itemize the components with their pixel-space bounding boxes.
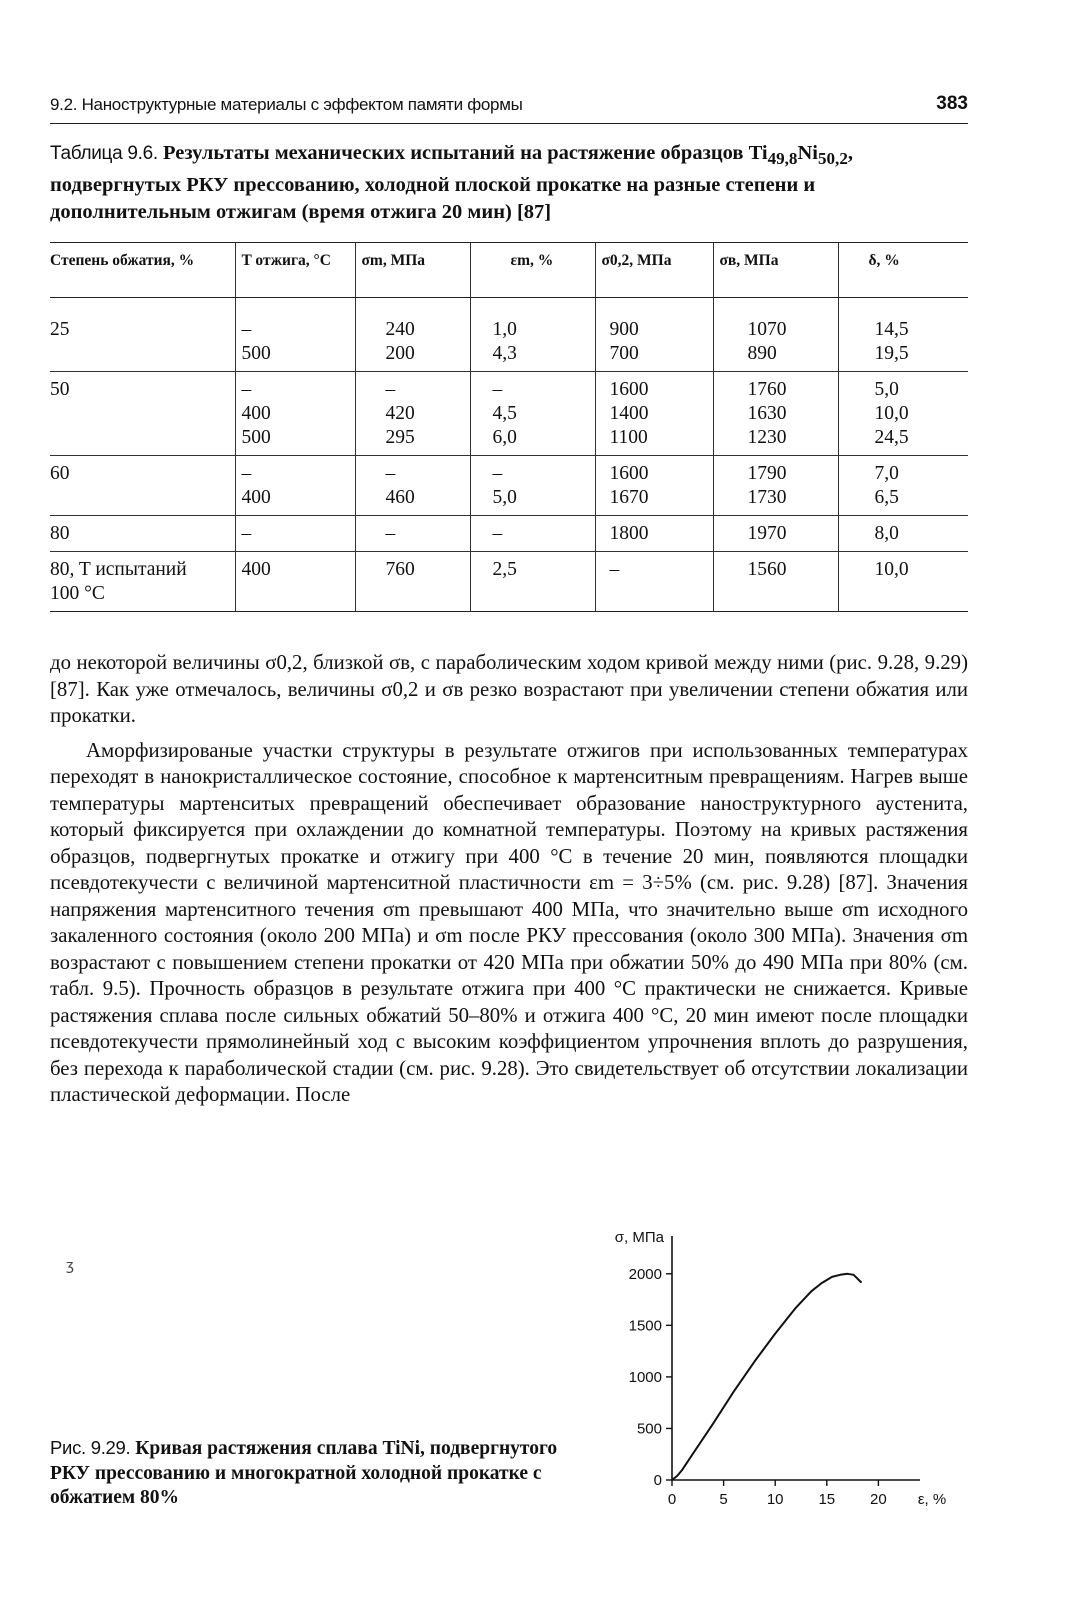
table-cell (713, 456, 838, 516)
cell-line: 200 (385, 343, 415, 364)
x-tick-label: 0 (667, 1491, 677, 1508)
cell-line: 100 °С (50, 583, 105, 604)
figure-caption (50, 1436, 595, 1511)
title-text: , подвергнутых РКУ прессованию, холодной плоской прокатке на разные степени и дополнительным отжигам (время отжига 20 мин) [87] (50, 142, 853, 224)
table-cell (235, 298, 355, 372)
cell-line: 760 (385, 559, 415, 580)
subscript: 50,2 (817, 149, 848, 169)
cell-line: 10,0 (874, 403, 909, 424)
cell-line: 500 (241, 427, 271, 448)
cell-line: – (492, 463, 503, 484)
stress-strain-chart (560, 1228, 980, 1528)
column-header: σm, МПа (355, 243, 470, 298)
table-cell (595, 372, 713, 456)
column-header: σв, МПа (713, 243, 838, 298)
cell-line: 80 (50, 523, 70, 544)
table-cell (838, 516, 968, 552)
cell-line: 1,0 (492, 319, 517, 340)
cell-line: 19,5 (874, 343, 909, 364)
table-cell (470, 298, 595, 372)
cell-line: 1070 (747, 319, 787, 340)
cell-line: 5,0 (874, 379, 899, 400)
section-title: 9.2. Наноструктурные материалы с эффектом памяти формы (50, 95, 523, 114)
cell-line: 1970 (747, 523, 787, 544)
cell-line: 400 (241, 487, 271, 508)
cell-line: 10,0 (874, 559, 909, 580)
cell-line: – (492, 379, 503, 400)
table-cell (470, 516, 595, 552)
x-axis-label: ε, % (917, 1491, 947, 1508)
table-cell (235, 372, 355, 456)
running-head (50, 93, 968, 124)
column-header: εm, % (470, 243, 595, 298)
table-cell (355, 516, 470, 552)
table-cell (838, 372, 968, 456)
cell-line: 5,0 (492, 487, 517, 508)
column-header: Степень обжатия, % (50, 243, 235, 298)
table-cell (355, 552, 470, 612)
cell-line: 4,3 (492, 343, 517, 364)
table-cell (470, 372, 595, 456)
cell-line: 700 (609, 343, 639, 364)
table-cell (355, 372, 470, 456)
table-cell (470, 456, 595, 516)
cell-line: 1630 (747, 403, 787, 424)
cell-line: 2,5 (492, 559, 517, 580)
cell-line: 420 (385, 403, 415, 424)
cell-line: – (241, 319, 252, 340)
y-tick-label: 2000 (628, 1265, 662, 1283)
table-caption (50, 140, 970, 226)
cell-line: 1730 (747, 487, 787, 508)
page-number: 383 (936, 93, 968, 114)
table-cell (713, 298, 838, 372)
table-body (50, 298, 968, 612)
x-tick-label: 15 (818, 1491, 836, 1508)
cell-line: 6,0 (492, 427, 517, 448)
y-tick-label: 1000 (628, 1368, 662, 1386)
table-header-row (50, 243, 968, 298)
cell-line: 400 (241, 559, 271, 580)
y-tick-label: 1500 (628, 1317, 662, 1335)
figure-caption-label: Рис. 9.29. (50, 1437, 131, 1458)
table-cell (595, 298, 713, 372)
results-table (50, 242, 968, 612)
cell-line: 50 (50, 379, 70, 400)
table-cell (235, 516, 355, 552)
table-row (50, 298, 968, 372)
table-caption-label: Таблица 9.6. (50, 143, 158, 164)
cell-line: 4,5 (492, 403, 517, 424)
column-header: σ0,2, МПа (595, 243, 713, 298)
cell-line: 1670 (609, 487, 649, 508)
table-cell (713, 552, 838, 612)
x-tick-label: 20 (870, 1491, 887, 1508)
cell-line: – (241, 379, 252, 400)
title-text: Ni (797, 142, 818, 164)
cell-line: 1790 (747, 463, 787, 484)
cell-line: – (241, 463, 252, 484)
cell-line: – (385, 463, 396, 484)
cell-line: 24,5 (874, 427, 909, 448)
x-tick-label: 5 (719, 1491, 728, 1508)
cell-line: 900 (609, 319, 639, 340)
cell-line: 400 (241, 403, 271, 424)
cell-line: 500 (241, 343, 271, 364)
cell-line: 6,5 (874, 487, 899, 508)
cell-line: 1600 (609, 379, 649, 400)
y-tick-label: 500 (636, 1420, 662, 1438)
table-cell (50, 298, 235, 372)
cell-line: 1400 (609, 403, 649, 424)
figure-caption-title: Кривая растяжения сплава TiNi, подвергнутого РКУ прессованию и многократной холодной прокатке с обжатием 80% (50, 1438, 558, 1508)
table-cell (838, 456, 968, 516)
table-cell (235, 552, 355, 612)
cell-line: 240 (385, 319, 415, 340)
cell-line: – (492, 523, 503, 544)
cell-line: 60 (50, 463, 70, 484)
cell-line: 1800 (609, 523, 649, 544)
cell-line: 80, T испытаний (50, 559, 187, 580)
cell-line: 890 (747, 343, 777, 364)
x-tick-label: 10 (766, 1491, 784, 1508)
table-row (50, 516, 968, 552)
cell-line: 14,5 (874, 319, 909, 340)
cell-line: – (385, 523, 396, 544)
stray-mark: ʒ (66, 1258, 75, 1274)
series-line (672, 1274, 861, 1480)
cell-line: 1760 (747, 379, 787, 400)
y-axis-label: σ, МПа (614, 1229, 664, 1246)
column-header: T отжига, °C (235, 243, 355, 298)
table-cell (595, 552, 713, 612)
cell-line: 1100 (609, 427, 648, 448)
table-cell (50, 456, 235, 516)
table-cell (355, 456, 470, 516)
table-caption-title (50, 142, 853, 223)
cell-line: 7,0 (874, 463, 899, 484)
cell-line: 1230 (747, 427, 787, 448)
paragraph: Аморфизированые участки структуры в результате отжигов при использованных температурах переходят в нанокристаллическое состояние, способное к мартенситным превращениям. Нагрев выше температуры мартенситых превращений обеспечивает образование наноструктурного аустенита, который фиксируется при охлаждении до комнатной температуры. Поэтому на кривых растяжения образцов, подвергнутых прокатке и отжигу при 400 °С в течение 20 мин, появляются площадки псевдотекучести с величиной мартенситной пластичности εm = 3÷5% (см. рис. 9.28) [87]. Значения напряжения мартенситного течения σm превышают 400 МПа, что значительно выше σm исходного закаленного состояния (около 200 МПа) и σm после РКУ прессования (около 300 МПа). Значения σm возрастают с повышением степени прокатки от 420 МПа при обжатии 50% до 490 МПа при 80% (см. табл. 9.5). Прочность образцов в результате отжига при 400 °С практически не снижается. Кривые растяжения сплава после сильных обжатий 50–80% и отжига 400 °С, 20 мин имеют после площадки псевдотекучести прямолинейный ход с высоким коэффициентом упрочнения вплоть до разрушения, без перехода к параболической стадии (см. рис. 9.28). Это свидетельствует об отсутствии локализации пластической деформации. После (50, 738, 968, 1106)
table-cell (713, 372, 838, 456)
cell-line: 1600 (609, 463, 649, 484)
cell-line: 25 (50, 319, 70, 340)
table-cell (355, 298, 470, 372)
table-cell (50, 516, 235, 552)
cell-line: – (385, 379, 396, 400)
cell-line: – (241, 523, 252, 544)
table-cell (838, 298, 968, 372)
table-cell (713, 516, 838, 552)
table-cell (235, 456, 355, 516)
cell-line: – (609, 559, 620, 580)
table-row (50, 372, 968, 456)
table-cell (50, 372, 235, 456)
body-text (50, 650, 968, 1117)
table-cell (838, 552, 968, 612)
title-text: Результаты механических испытаний на растяжение образцов Ti (163, 142, 768, 164)
table-cell (595, 516, 713, 552)
table-cell (470, 552, 595, 612)
table-row (50, 456, 968, 516)
subscript: 49,8 (767, 149, 798, 169)
table-cell (595, 456, 713, 516)
cell-line: 295 (385, 427, 415, 448)
cell-line: 8,0 (874, 523, 899, 544)
paragraph: до некоторой величины σ0,2, близкой σв, с параболическим ходом кривой между ними (рис. 9.28, 9.29) [87]. Как уже отмечалось, величины σ0,2 и σв резко возрастают при увеличении степени обжатия или прокатки. (50, 651, 968, 727)
y-tick-label: 0 (653, 1472, 662, 1489)
table-row (50, 552, 968, 612)
cell-line: 1560 (747, 559, 787, 580)
table-cell (50, 552, 235, 612)
cell-line: 460 (385, 487, 415, 508)
column-header: δ, % (838, 243, 968, 298)
